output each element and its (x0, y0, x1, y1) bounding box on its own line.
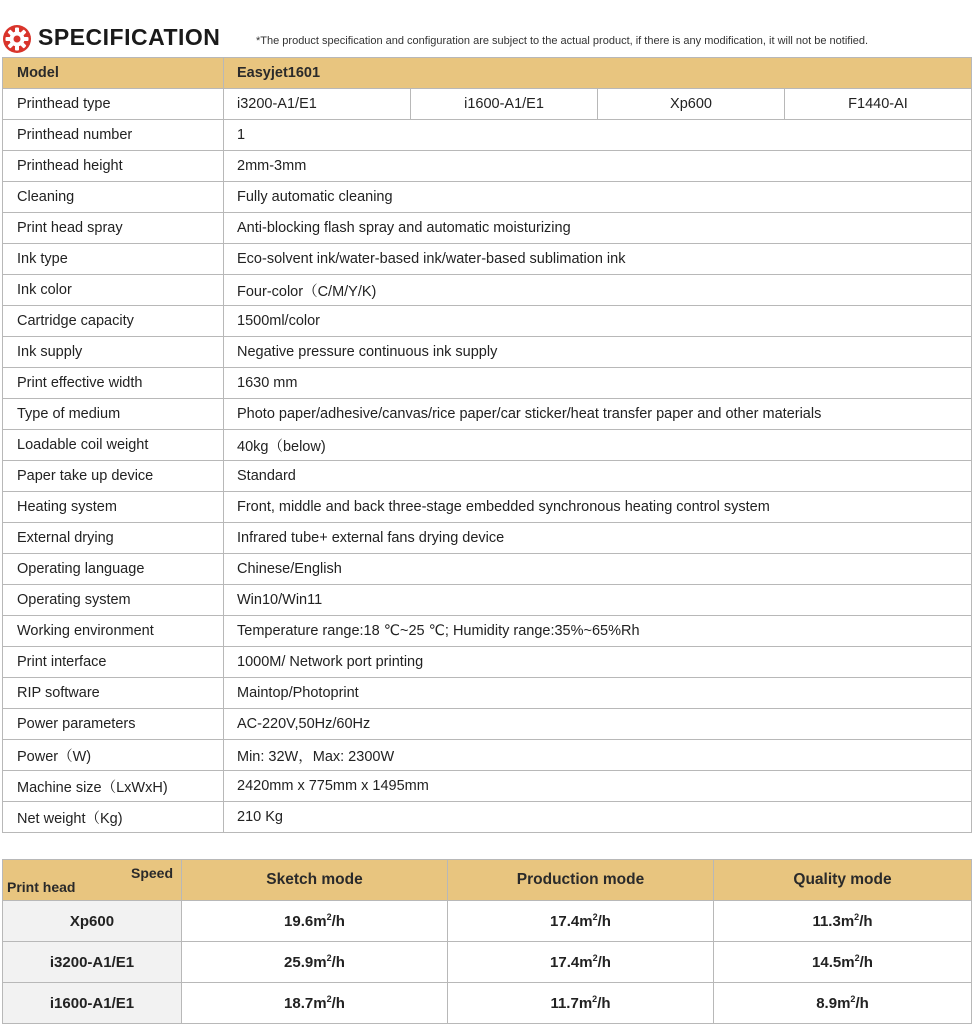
spec-row (3, 523, 972, 554)
model-label: Model (3, 58, 224, 89)
mode-sketch: Sketch mode (182, 860, 448, 901)
speed-value: $11.7m^2/h$ (448, 983, 714, 1024)
spec-value: Win10/Win11 (224, 585, 972, 616)
printhead-name: i1600-A1/E1 (3, 983, 182, 1024)
spec-row (3, 368, 972, 399)
page-header (0, 0, 976, 56)
spec-label: Heating system (3, 492, 224, 523)
spec-value: 1500ml/color (224, 306, 972, 337)
spec-label: Printhead number (3, 120, 224, 151)
speed-number: 8.9m (816, 994, 851, 1012)
printhead-type-row (3, 89, 972, 120)
speed-unit: /h (597, 994, 611, 1012)
speed-unit: /h (597, 953, 611, 971)
speed-number: 11.7m (550, 994, 593, 1012)
spec-label: Paper take up device (3, 461, 224, 492)
spec-row (3, 709, 972, 740)
model-value: Easyjet1601 (224, 58, 972, 89)
gear-icon (2, 24, 32, 54)
spec-value: 2420mm x 775mm x 1495mm (224, 771, 972, 802)
printhead-type-1: i3200-A1/E1 (224, 89, 411, 120)
spec-value: AC-220V,50Hz/60Hz (224, 709, 972, 740)
spec-value: Four-color（C/M/Y/K) (224, 275, 972, 306)
spec-value: Eco-solvent ink/water-based ink/water-based sublimation ink (224, 244, 972, 275)
spec-label: Ink supply (3, 337, 224, 368)
speed-header-row (3, 860, 972, 901)
spec-value: Fully automatic cleaning (224, 182, 972, 213)
speed-number: 25.9m (284, 953, 327, 971)
spec-value: 210 Kg (224, 802, 972, 833)
spec-label: Operating language (3, 554, 224, 585)
spec-row (3, 802, 972, 833)
spec-row (3, 337, 972, 368)
spec-label: Print head spray (3, 213, 224, 244)
spec-label: RIP software (3, 678, 224, 709)
speed-rows (3, 901, 972, 1024)
spec-value: 1 (224, 120, 972, 151)
spec-label: Print interface (3, 647, 224, 678)
spec-value: 1630 mm (224, 368, 972, 399)
spec-value: Anti-blocking flash spray and automatic moisturizing (224, 213, 972, 244)
speed-corner-cell (3, 860, 182, 901)
spec-row (3, 306, 972, 337)
spec-row (3, 244, 972, 275)
spec-row (3, 771, 972, 802)
printhead-type-4: F1440-AI (785, 89, 972, 120)
spec-label: Operating system (3, 585, 224, 616)
printhead-type-2: i1600-A1/E1 (411, 89, 598, 120)
speed-unit: /h (331, 953, 345, 971)
spec-value: 2mm-3mm (224, 151, 972, 182)
spec-label: Cartridge capacity (3, 306, 224, 337)
disclaimer-note: *The product specification and configuration are subject to the actual product, if there is any modification, it will not be notified. (256, 35, 869, 47)
mode-production: Production mode (448, 860, 714, 901)
model-row (3, 58, 972, 89)
speed-value: $18.7m^2/h$ (182, 983, 448, 1024)
spec-value: Temperature range:18 ℃~25 ℃; Humidity range:35%~65%Rh (224, 616, 972, 647)
speed-row (3, 901, 972, 942)
printhead-type-3: Xp600 (598, 89, 785, 120)
spec-row (3, 740, 972, 771)
spec-label: Ink color (3, 275, 224, 306)
speed-value: $14.5m^2/h$ (714, 942, 972, 983)
corner-speed-label: Speed (130, 865, 173, 881)
mode-quality: Quality mode (714, 860, 972, 901)
spec-label: Loadable coil weight (3, 430, 224, 461)
speed-unit: /h (859, 912, 873, 930)
specification-table (2, 57, 972, 833)
spec-row (3, 182, 972, 213)
speed-unit: /h (597, 912, 611, 930)
speed-number: 19.6m (284, 912, 327, 930)
speed-number: 18.7m (284, 994, 327, 1012)
spec-row (3, 461, 972, 492)
spec-row (3, 120, 972, 151)
spec-label: Cleaning (3, 182, 224, 213)
spec-row (3, 399, 972, 430)
spec-row (3, 275, 972, 306)
spec-rows (3, 120, 972, 833)
spec-label: Printhead height (3, 151, 224, 182)
spec-value: 1000M/ Network port printing (224, 647, 972, 678)
speed-table (2, 859, 972, 1024)
printhead-name: Xp600 (3, 901, 182, 942)
speed-row (3, 983, 972, 1024)
spec-label: Ink type (3, 244, 224, 275)
speed-value: $25.9m^2/h$ (182, 942, 448, 983)
speed-value: $8.9m^2/h$ (714, 983, 972, 1024)
spec-row (3, 585, 972, 616)
speed-value: $17.4m^2/h$ (448, 942, 714, 983)
spec-value: Maintop/Photoprint (224, 678, 972, 709)
speed-number: 11.3m (812, 912, 855, 930)
spec-row (3, 213, 972, 244)
spec-label: Machine size（LxWxH) (3, 771, 224, 802)
spec-value: Front, middle and back three-stage embedded synchronous heating control system (224, 492, 972, 523)
spec-row (3, 151, 972, 182)
speed-number: 14.5m (812, 953, 855, 971)
spec-label: Power（W) (3, 740, 224, 771)
speed-unit: /h (855, 994, 869, 1012)
spec-row (3, 492, 972, 523)
spec-value: Photo paper/adhesive/canvas/rice paper/car sticker/heat transfer paper and other materials (224, 399, 972, 430)
spec-value: Infrared tube+ external fans drying device (224, 523, 972, 554)
speed-unit: /h (331, 912, 345, 930)
spec-row (3, 647, 972, 678)
spec-value: Chinese/English (224, 554, 972, 585)
page-title: SPECIFICATION (38, 24, 221, 50)
printhead-type-label: Printhead type (3, 89, 224, 120)
spec-row (3, 430, 972, 461)
spec-row (3, 554, 972, 585)
speed-unit: /h (859, 953, 873, 971)
speed-value: $19.6m^2/h$ (182, 901, 448, 942)
spec-label: External drying (3, 523, 224, 554)
spec-value: 40kg（below) (224, 430, 972, 461)
speed-row (3, 942, 972, 983)
spec-label: Net weight（Kg) (3, 802, 224, 833)
spec-label: Working environment (3, 616, 224, 647)
corner-head-label: Print head (7, 879, 76, 895)
spec-label: Print effective width (3, 368, 224, 399)
speed-unit: /h (331, 994, 345, 1012)
speed-number: 17.4m (550, 953, 593, 971)
spec-value: Min: 32W，Max: 2300W (224, 740, 972, 771)
printhead-name: i3200-A1/E1 (3, 942, 182, 983)
spec-value: Standard (224, 461, 972, 492)
speed-value: $11.3m^2/h$ (714, 901, 972, 942)
speed-value: $17.4m^2/h$ (448, 901, 714, 942)
spec-row (3, 616, 972, 647)
spec-label: Power parameters (3, 709, 224, 740)
speed-number: 17.4m (550, 912, 593, 930)
spec-row (3, 678, 972, 709)
spec-label: Type of medium (3, 399, 224, 430)
spec-value: Negative pressure continuous ink supply (224, 337, 972, 368)
